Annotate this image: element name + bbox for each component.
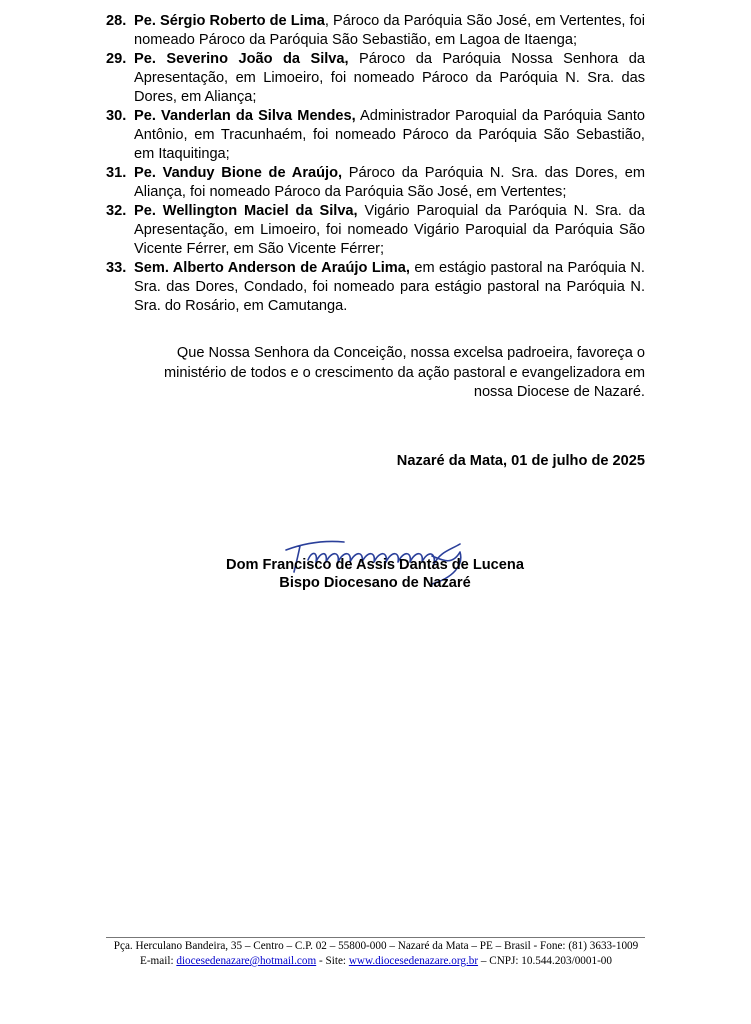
appointment-item xyxy=(106,12,645,50)
site-link[interactable]: www.diocesedenazare.org.br xyxy=(348,955,479,967)
appointment-item xyxy=(106,202,645,259)
appointment-item xyxy=(106,259,645,316)
item-number: 29. xyxy=(106,51,127,67)
appointee-name: Sem. Alberto Anderson de Araújo Lima, xyxy=(134,260,410,276)
appointment-text: Pároco da Paróquia N. Sra. das Dores, em Aliança, foi nomeado Pároco da Paróquia São José, em Vertentes; xyxy=(134,165,645,200)
appointment-text: em estágio pastoral na Paróquia N. Sra. das Dores, Condado, foi nomeado para estágio pastoral na Paróquia N. Sra. do Rosário, em Camutanga. xyxy=(134,260,645,314)
item-number: 33. xyxy=(106,260,127,276)
email-label: E-mail: xyxy=(140,955,177,967)
appointment-text: , Pároco da Paróquia São José, em Vertentes, foi nomeado Pároco da Paróquia São Sebastião, em Lagoa de Itaenga; xyxy=(134,13,645,48)
appointment-item xyxy=(106,50,645,107)
item-number: 30. xyxy=(106,108,127,124)
signer-name: Dom Francisco de Assis Dantas de Lucena xyxy=(226,557,524,573)
appointment-text: Vigário Paroquial da Paróquia N. Sra. da Apresentação, em Limoeiro, foi nomeado Vigário Paroquial da Paróquia São Vicente Férrer, em São Vicente Férrer; xyxy=(134,203,645,257)
signer-block xyxy=(180,556,570,592)
appointee-name: Pe. Severino João da Silva, xyxy=(134,51,349,67)
footer-contact xyxy=(90,954,662,969)
site-label: - Site: xyxy=(316,955,349,967)
closing-paragraph: Que Nossa Senhora da Conceição, nossa excelsa padroeira, favoreça o ministério de todos e o crescimento da ação pastoral e evangelizadora em nossa Diocese de Nazaré. xyxy=(163,345,645,400)
footer-divider xyxy=(106,937,645,938)
footer-address: Pça. Herculano Bandeira, 35 – Centro – C.P. 02 – 55800-000 – Nazaré da Mata – PE – Brasil - Fone: (81) 3633-1009 xyxy=(113,940,639,952)
cnpj-text: – CNPJ: 10.544.203/0001-00 xyxy=(478,955,612,967)
footer xyxy=(90,939,662,969)
item-number: 31. xyxy=(106,165,127,181)
appointee-name: Pe. Vanduy Bione de Araújo, xyxy=(134,165,343,181)
appointment-item xyxy=(106,164,645,202)
appointment-text: Pároco da Paróquia Nossa Senhora da Apresentação, em Limoeiro, foi nomeado Pároco da Paróquia N. Sra. das Dores, em Aliança; xyxy=(134,51,645,105)
appointment-item xyxy=(106,107,645,164)
signer-title: Bispo Diocesano de Nazaré xyxy=(279,575,471,591)
email-link[interactable]: diocesedenazare@hotmail.com xyxy=(176,955,317,967)
appointee-name: Pe. Wellington Maciel da Silva, xyxy=(134,203,358,219)
appointment-list xyxy=(106,12,645,316)
dateline: Nazaré da Mata, 01 de julho de 2025 xyxy=(396,453,645,469)
appointee-name: Pe. Vanderlan da Silva Mendes, xyxy=(134,108,356,124)
appointment-text: Administrador Paroquial da Paróquia Santo Antônio, em Tracunhaém, foi nomeado Pároco da Paróquia São Sebastião, em Itaquitinga; xyxy=(134,108,646,162)
item-number: 28. xyxy=(106,13,127,29)
item-number: 32. xyxy=(106,203,127,219)
appointee-name: Pe. Sérgio Roberto de Lima xyxy=(134,13,325,29)
